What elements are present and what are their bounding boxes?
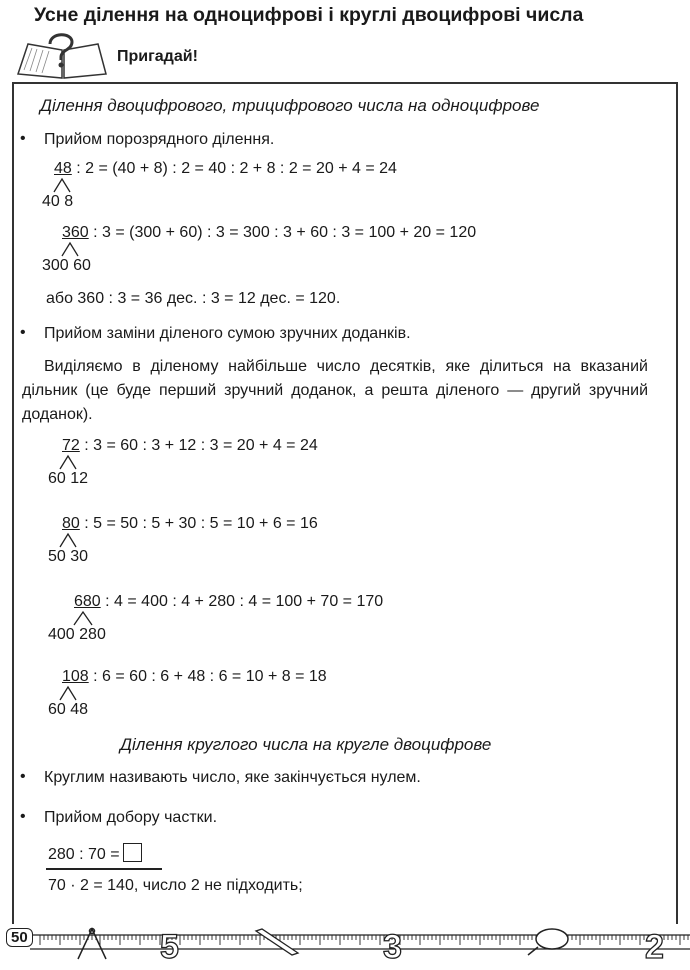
- section1-heading: Ділення двоцифрового, трицифрового числа на одноцифрове: [40, 96, 540, 115]
- section2-heading: Ділення круглого числа на кругле двоцифрове: [120, 735, 492, 754]
- bullet-text: Прийом добору частки.: [44, 809, 218, 826]
- dividend: 108: [62, 668, 89, 685]
- split-parts: 400 280: [48, 626, 106, 643]
- dividend: 72: [62, 437, 80, 454]
- bullet-text: Круглим називають число, яке закінчується нулем.: [44, 769, 421, 786]
- split-parts: 40 8: [42, 193, 74, 210]
- trial-line: 70 · 2 = 140, число 2 не підходить;: [48, 877, 303, 894]
- ruler-digit: 5: [160, 928, 179, 961]
- equation-underline: [46, 868, 162, 870]
- split-parts: 60 12: [48, 470, 89, 487]
- info-frame: [12, 82, 678, 924]
- example-line: [74, 593, 383, 611]
- book-question-icon: [14, 30, 114, 80]
- bullet-dot: •: [20, 808, 26, 825]
- bullet-dot: •: [20, 324, 26, 341]
- expression: : 3 = (300 + 60) : 3 = 300 : 3 + 60 : 3 = 100 + 20 = 120: [88, 224, 477, 241]
- split-branch-icon: [58, 454, 82, 470]
- equation-text: 280 : 70 =: [48, 846, 120, 863]
- example-line: [62, 224, 476, 242]
- ruler-decoration: [0, 925, 690, 961]
- split-parts: 50 30: [48, 548, 89, 565]
- example-line: [54, 160, 397, 178]
- example-line: [62, 668, 327, 686]
- split-parts: 300 60: [42, 257, 91, 274]
- split-parts: 60 48: [48, 701, 89, 718]
- expression: : 4 = 400 : 4 + 280 : 4 = 100 + 70 = 170: [100, 593, 384, 610]
- expression: : 2 = (40 + 8) : 2 = 40 : 2 + 8 : 2 = 20 + 4 = 24: [71, 160, 397, 177]
- pencil-icon: [256, 929, 298, 955]
- division-equation: [48, 843, 142, 865]
- compass-icon: [78, 929, 106, 960]
- answer-box: [123, 843, 142, 862]
- page-number: 50: [6, 928, 33, 947]
- ruler-digit: 3: [383, 928, 402, 961]
- page-title: Усне ділення на одноцифрові і круглі двоцифрові числа: [34, 4, 584, 26]
- bullet-text: Прийом заміни діленого сумою зручних доданків.: [44, 325, 411, 342]
- dividend: 680: [74, 593, 101, 610]
- magnifier-icon: [528, 929, 568, 955]
- split-branch-icon: [52, 177, 76, 193]
- ruler-digit: 2: [645, 928, 664, 961]
- bullet-text: Прийом порозрядного ділення.: [44, 131, 275, 148]
- bullet-dot: •: [20, 768, 26, 785]
- split-branch-icon: [58, 532, 82, 548]
- expression: : 3 = 60 : 3 + 12 : 3 = 20 + 4 = 24: [79, 437, 318, 454]
- example-line: [62, 437, 318, 455]
- expression: : 5 = 50 : 5 + 30 : 5 = 10 + 6 = 16: [79, 515, 318, 532]
- split-branch-icon: [72, 610, 98, 626]
- split-branch-icon: [60, 241, 84, 257]
- bullet-dot: •: [20, 130, 26, 147]
- dividend: 48: [54, 160, 72, 177]
- split-branch-icon: [58, 685, 82, 701]
- remember-label: Пригадай!: [117, 48, 198, 65]
- expression: : 6 = 60 : 6 + 48 : 6 = 10 + 8 = 18: [88, 668, 327, 685]
- explanation-paragraph: Виділяємо в діленому найбільше число десятків, яке ділиться на вказаний дільник (це буде перший зручний доданок, а решта діленого — другий зручний доданок).: [22, 358, 648, 423]
- dividend: 360: [62, 224, 89, 241]
- example-line: [62, 515, 318, 533]
- alternative-line: або 360 : 3 = 36 дес. : 3 = 12 дес. = 120.: [46, 290, 341, 307]
- dividend: 80: [62, 515, 80, 532]
